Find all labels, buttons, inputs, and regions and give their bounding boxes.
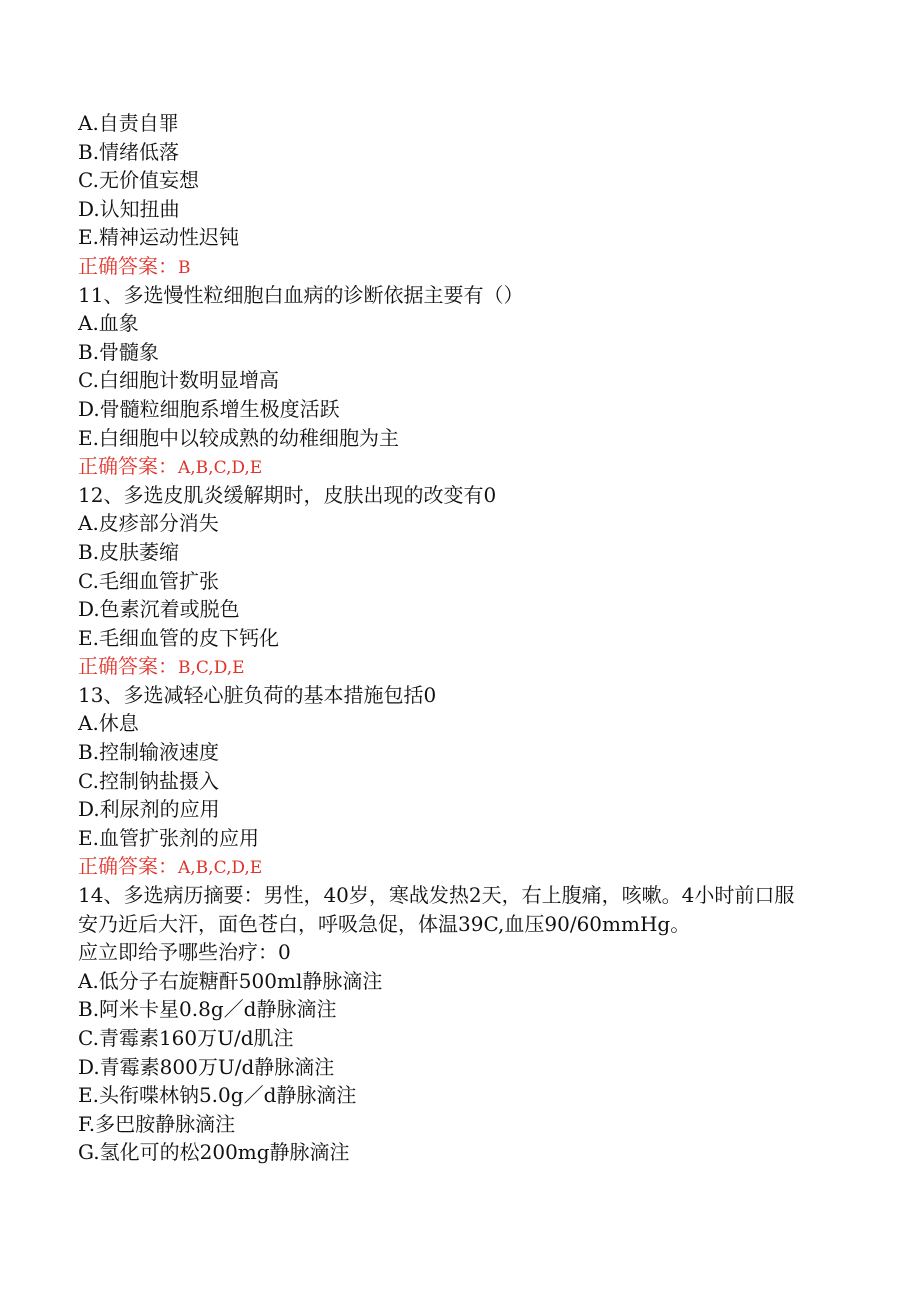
option-e: E.头衔喋林钠5.0g／d静脉滴注 xyxy=(78,1083,357,1108)
option-a: A.血象 xyxy=(78,311,139,336)
option-f: F.多巴胺静脉滴注 xyxy=(78,1111,236,1136)
question-stem-continued: 安乃近后大汗，面色苍白，呼吸急促，体温39C,血压90/60mmHg。 xyxy=(78,911,691,936)
correct-answer xyxy=(78,652,878,681)
question-12 xyxy=(78,481,878,681)
option-d: D.认知扭曲 xyxy=(78,196,180,221)
option-b: B.骨髓象 xyxy=(78,339,160,364)
question-13 xyxy=(78,681,878,881)
answer-value: A,B,C,D,E xyxy=(178,458,263,479)
option-c: C.毛细血管扩张 xyxy=(78,568,219,593)
option-b: B.控制输液速度 xyxy=(78,740,220,765)
option-e: E.精神运动性迟钝 xyxy=(78,225,239,250)
question-stem: 13、多选减轻心脏负荷的基本措施包括0 xyxy=(78,682,437,707)
answer-label: 正确答案： xyxy=(78,253,178,278)
option-e: E.毛细血管的皮下钙化 xyxy=(78,625,279,650)
option-d: D.骨髓粒细胞系增生极度活跃 xyxy=(78,396,340,421)
answer-label: 正确答案： xyxy=(78,454,178,479)
option-b: B.阿米卡星0.8g／d静脉滴注 xyxy=(78,997,337,1022)
option-a: A.皮疹部分消失 xyxy=(78,511,219,536)
correct-answer xyxy=(78,452,878,481)
document-page xyxy=(78,109,878,1167)
question-stem: 11、多选慢性粒细胞白血病的诊断依据主要有（） xyxy=(78,282,524,307)
answer-label: 正确答案： xyxy=(78,854,178,879)
question-stem: 14、多选病历摘要：男性，40岁，寒战发热2天，右上腹痛，咳嗽。4小时前口服 xyxy=(78,883,795,908)
question-14 xyxy=(78,881,878,1167)
option-d: D.利尿剂的应用 xyxy=(78,797,220,822)
option-a: A.休息 xyxy=(78,711,139,736)
option-a: A.自责自罪 xyxy=(78,111,179,135)
option-c: C.无价值妄想 xyxy=(78,168,199,193)
answer-value: B xyxy=(178,257,191,278)
question-prompt: 应立即给予哪些治疗：0 xyxy=(78,940,291,965)
option-c: C.控制钠盐摄入 xyxy=(78,768,219,793)
option-c: C.白细胞计数明显增高 xyxy=(78,368,279,393)
option-b: B.情绪低落 xyxy=(78,139,180,164)
option-e: E.白细胞中以较成熟的幼稚细胞为主 xyxy=(78,425,399,450)
question-10-tail xyxy=(78,109,878,281)
correct-answer xyxy=(78,252,878,281)
option-d: D.色素沉着或脱色 xyxy=(78,597,240,622)
answer-value: A,B,C,D,E xyxy=(178,858,263,879)
option-g: G.氢化可的松200mg静脉滴注 xyxy=(78,1140,350,1165)
option-a: A.低分子右旋糖酐500ml静脉滴注 xyxy=(78,968,383,993)
option-d: D.青霉素800万U/d静脉滴注 xyxy=(78,1054,335,1079)
option-b: B.皮肤萎缩 xyxy=(78,539,180,564)
question-11 xyxy=(78,281,878,481)
question-stem: 12、多选皮肌炎缓解期时，皮肤出现的改变有0 xyxy=(78,482,497,507)
answer-value: B,C,D,E xyxy=(178,658,245,679)
answer-label: 正确答案： xyxy=(78,654,178,679)
option-e: E.血管扩张剂的应用 xyxy=(78,825,259,850)
correct-answer xyxy=(78,852,878,881)
option-c: C.青霉素160万U/d肌注 xyxy=(78,1026,294,1050)
